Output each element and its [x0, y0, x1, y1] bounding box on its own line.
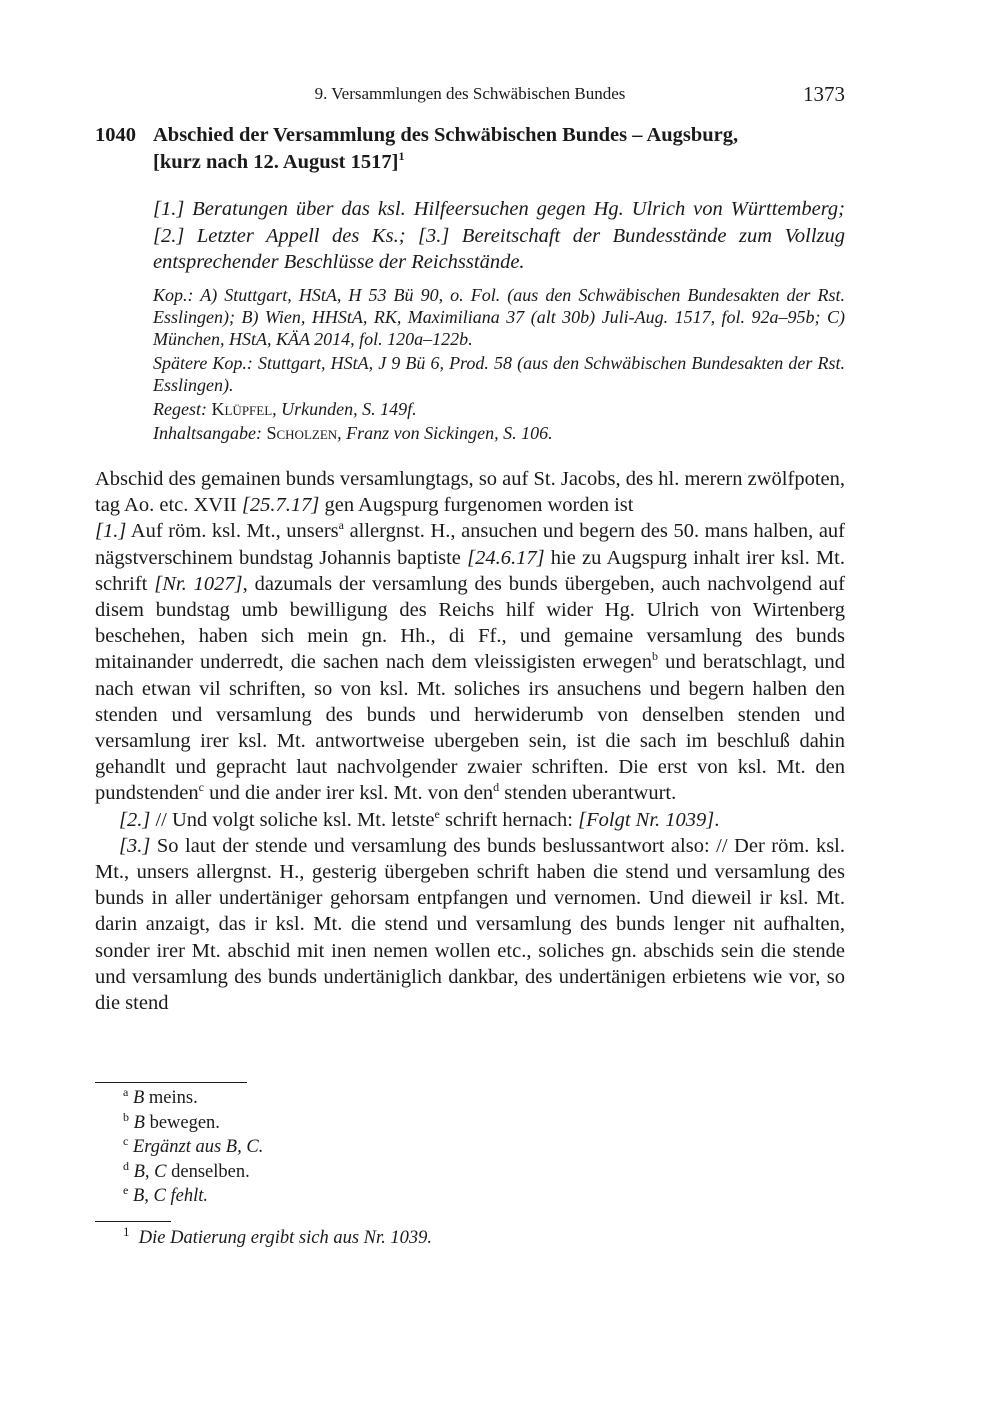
page-number: 1373 — [803, 82, 845, 106]
regest-ref: , Urkunden, S. 149f. — [272, 399, 417, 419]
copies-list: Kop.: A) Stuttgart, HStA, H 53 Bü 90, o. Fol. (aus den Schwäbischen Bundesakten der Rst. Esslingen); B) Wien, HHStA, RK, Maximiliana 37 (alt 30b) Juli-Aug. 1517, fol. 92a–95b; C) München, HStA, KÄA 2014, fol. 120a–122b. — [153, 285, 845, 349]
later-copies: Spätere Kop.: Stuttgart, HStA, J 9 Bü 6, Prod. 58 (aus den Schwäbischen Bundesakten der Rst. Esslingen). — [153, 353, 845, 395]
body-paragraph-2: [2.] // Und volgt soliche ksl. Mt. letste$^e$ schrift hernach: [Folgt Nr. 1039]. — [119, 806, 720, 831]
date-reference: [24.6.17] — [467, 546, 545, 569]
regest-label: Regest: — [153, 399, 207, 419]
numbered-footnote — [95, 1223, 873, 1250]
footnote-number: 1 — [123, 1223, 130, 1239]
apparatus-note-e: $^e$ B, C fehlt. — [123, 1182, 208, 1206]
source-apparatus — [153, 284, 845, 446]
apparatus-marker: d — [493, 780, 500, 795]
apparatus-marker: e — [434, 806, 440, 821]
body-paragraph-3: [3.] So laut der stende und versamlung des bunds beslussantwort also: // Der röm. ksl. Mt., unsers allergnst. H., gesterig übergeben schrift haben die stend und versamlung des bunds in aller undertäniger gehorsam entpfangen und vernomen. Und dieweil ir ksl. Mt. darin anzaigt, das ir ksl. Mt. die stend und versamlung des bunds lenger nit aufhalten, sonder irer Mt. abschid mit inen nemen wollen etc., soliches gn. abschids sein die stende und versamlung des bunds undertäniglich dankbar, des undertänigen erbietens wie vor, so die stend — [95, 834, 845, 1015]
apparatus-note-b: $^b$ B bewegen. — [123, 1109, 220, 1133]
document-number: 1040 — [95, 124, 136, 146]
apparatus-marker: a — [338, 518, 344, 533]
running-title: 9. Versammlungen des Schwäbischen Bundes — [314, 84, 626, 103]
content-author: Scholzen — [266, 423, 338, 443]
apparatus-note-c: $^c$ Ergänzt aus B, C. — [123, 1133, 264, 1157]
apparatus-marker: b — [651, 649, 658, 664]
title-footnote-marker: 1 — [398, 149, 405, 164]
apparatus-divider — [95, 1082, 247, 1083]
document-title — [153, 122, 845, 176]
regest-summary: [1.] Beratungen über das ksl. Hilfeersuchen gegen Hg. Ulrich von Württemberg; [2.] Letzter Appell des Ks.; [3.] Bereitschaft der Bundesstände zum Vollzug entsprechender Beschlüsse der Reichsstände. — [153, 198, 845, 273]
apparatus-note-d: $^d$ B, C denselben. — [123, 1158, 250, 1182]
title-line-1: Abschied der Versammlung des Schwäbischen Bundes – Augsburg, — [153, 124, 739, 146]
content-label: Inhaltsangabe: — [153, 423, 262, 443]
content-reference — [153, 422, 845, 444]
regest-reference — [153, 398, 845, 420]
footnote-divider — [95, 1221, 171, 1222]
section-number: [2.] — [119, 808, 151, 831]
apparatus-marker: c — [198, 780, 204, 795]
body-paragraph-1: [1.] Auf röm. ksl. Mt., unsers$^a$ allergnst. H., ansuchen und begern des 50. mans halben, auf nägstverschinem bundstag Johannis baptiste [24.6.17] hie zu Augspurg inhalt irer ksl. Mt. schrift [Nr. 1027], dazumals der versamlung des bunds übergeben, auch nachvolgend auf disem bundstag umb bewilligung des Reichs hilf wider Hg. Ulrich von Wirtenberg beschehen, haben sich mein gn. Hh., di Ff., und gemaine versamlung des bunds mitainander underredt, die sachen nach dem vleissigisten erwegen$^b$ und beratschlagt, und nach etwan vil schriften, so von ksl. Mt. soliches irs ansuchens und begern halben den stenden und versamlung des bunds und herwiderumb von denselben stenden und versamlung irer ksl. Mt. antwortweise ubergeben sein, ist die sach im beschluß dahin gehandlt und gepracht laut nachvolgender zwaier schriften. Die erst von ksl. Mt. den pundstenden$^c$ und die ander irer ksl. Mt. von den$^d$ stenden uberantwurt. — [95, 518, 845, 805]
apparatus-note-a: $^a$ B meins. — [123, 1084, 198, 1108]
document-reference: [Folgt Nr. 1039] — [578, 808, 715, 831]
document-heading — [95, 122, 845, 176]
running-head — [95, 82, 845, 108]
text-apparatus — [95, 1086, 845, 1209]
date-reference: [25.7.17] — [241, 494, 320, 517]
title-line-2: [kurz nach 12. August 1517] — [153, 151, 399, 173]
document-body — [95, 466, 845, 1016]
regest-author: Klüpfel — [211, 399, 273, 419]
footnote-text: Die Datierung ergibt sich aus Nr. 1039. — [138, 1228, 433, 1248]
body-paragraph-intro: Abschid des gemainen bunds versamlungtags, so auf St. Jacobs, des hl. merern zwölfpoten, tag Ao. etc. XVII [25.7.17] gen Augspurg furgenomen worden ist — [95, 468, 845, 517]
section-number: [3.] — [119, 834, 151, 857]
section-number: [1.] — [95, 520, 127, 543]
document-reference: [Nr. 1027] — [154, 572, 243, 595]
content-ref: , Franz von Sickingen, S. 106. — [337, 423, 553, 443]
